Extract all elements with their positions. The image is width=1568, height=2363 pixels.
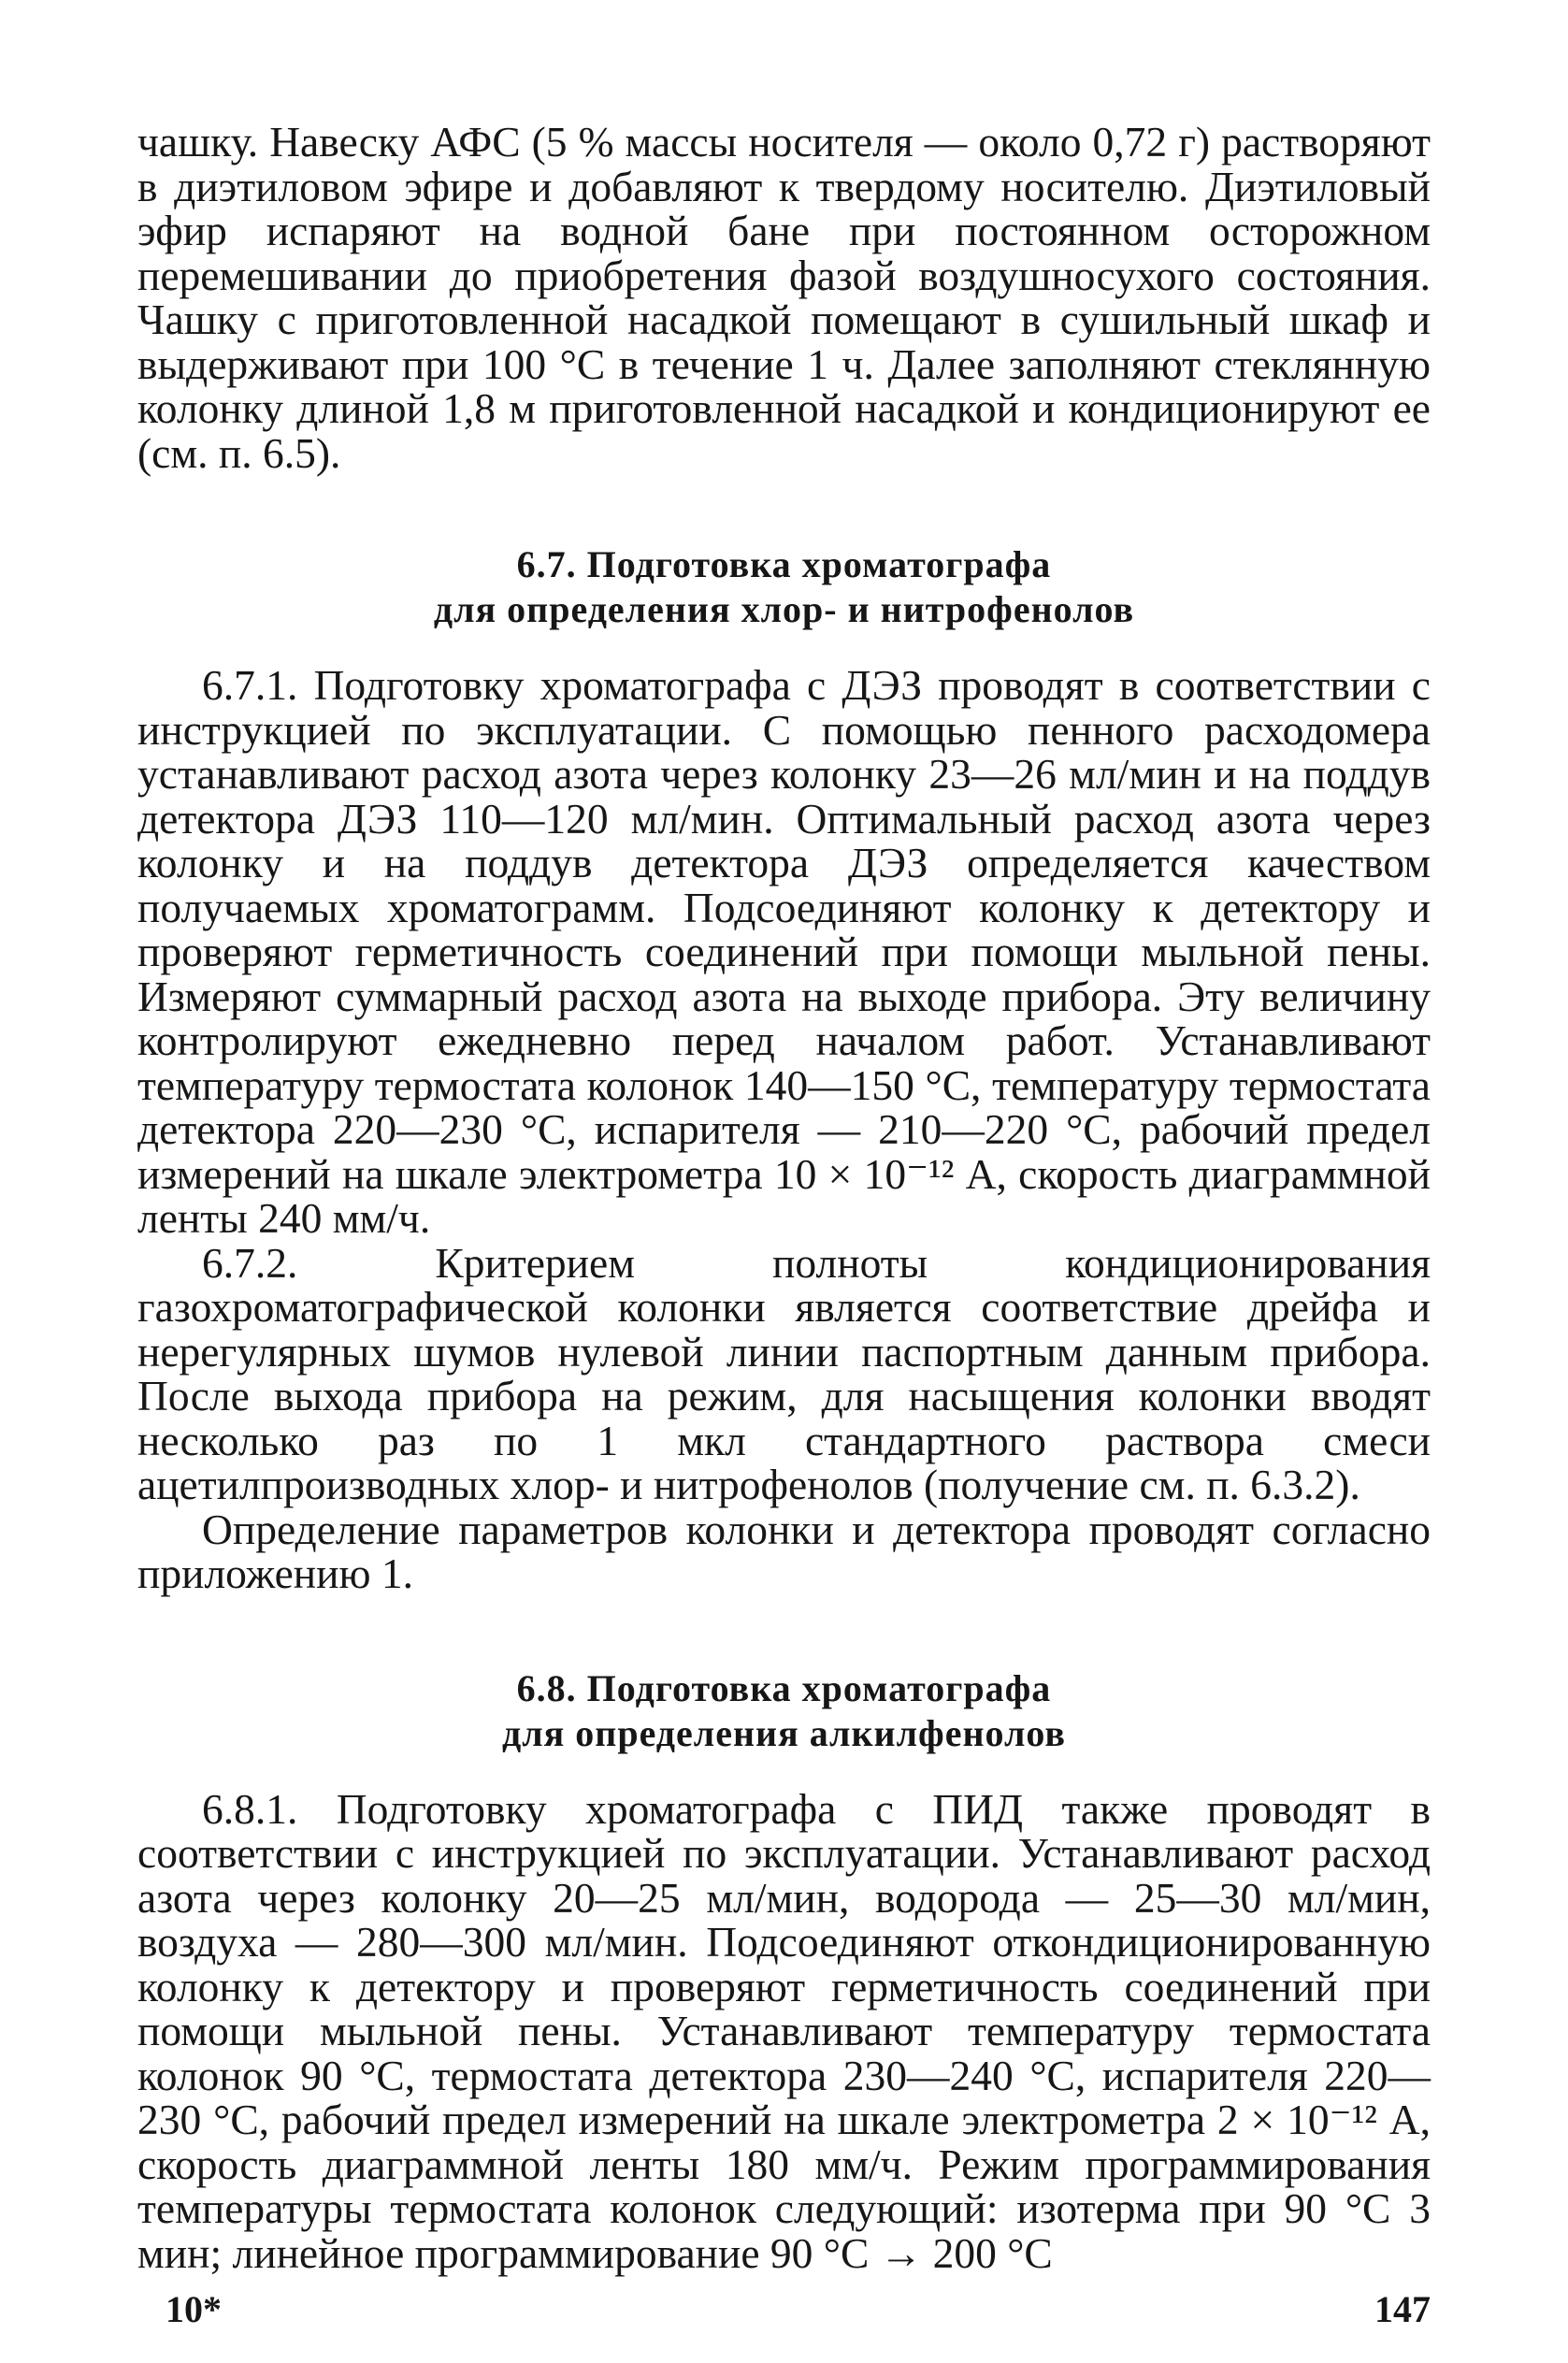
paragraph-intro: чашку. Навеску АФС (5 % массы носителя — около 0,72 г) растворяют в диэтиловом эфире и добавляют к твердому носителю. Диэтиловый эфир испаряют на водной бане при постоянном осторожном перемешивании до приобретения фазой воздушносухого состояния. Чашку с приготовленной насадкой помещают в сушильный шкаф и выдерживают при 100 °С в течение 1 ч. Далее заполняют стеклянную колонку длиной 1,8 м приготовленной насадкой и кондиционируют ее (см. п. 6.5). bbox=[137, 118, 1431, 477]
section-heading-6-7-line2: для определения хлор- и нитрофенолов bbox=[433, 588, 1135, 630]
signature-mark: 10* bbox=[165, 2288, 222, 2330]
paragraph-6-7-2: 6.7.2. Критерием полноты кондиционирования газохроматографической колонки является соответствие дрейфа и нерегулярных шумов нулевой линии паспортным данным прибора. После выхода прибора на режим, для насыщения колонки вводят несколько раз по 1 мкл стандартного раствора смеси ацетилпроизводных хлор- и нитрофенолов (получение см. п. 6.3.2). bbox=[137, 1238, 1431, 1508]
paragraph-6-7-2-params: Определение параметров колонки и детектора проводят согласно приложению 1. bbox=[137, 1505, 1431, 1597]
section-heading-6-8-line1: 6.8. Подготовка хроматографа bbox=[516, 1666, 1052, 1709]
document-page bbox=[137, 120, 1431, 2355]
section-heading-6-7 bbox=[137, 542, 1431, 632]
page-number: 147 bbox=[1374, 2288, 1431, 2330]
paragraph-6-7-1: 6.7.1. Подготовку хроматографа с ДЭЗ проводят в соответствии с инструкцией по эксплуатации. С помощью пенного расходомера устанавливают расход азота через колонку 23—26 мл/мин и на поддув детектора ДЭЗ 110—120 мл/мин. Оптимальный расход азота через колонку и на поддув детектора ДЭЗ определяется качеством получаемых хроматограмм. Подсоединяют колонку к детектору и проверяют герметичность соединений при помощи мыльной пены. Измеряют суммарный расход азота на выходе прибора. Эту величину контролируют ежедневно перед началом работ. Устанавливают температуру термостата колонок 140—150 °С, температуру термостата детектора 220—230 °С, испарителя — 210—220 °С, рабочий предел измерений на шкале электрометра 10 × 10⁻¹² А, скорость диаграммной ленты 240 мм/ч. bbox=[137, 661, 1431, 1242]
section-heading-6-8-line2: для определения алкилфенолов bbox=[501, 1711, 1067, 1754]
paragraph-6-8-1: 6.8.1. Подготовку хроматографа с ПИД также проводят в соответствии с инструкцией по эксплуатации. Устанавливают расход азота через колонку 20—25 мл/мин, водорода — 25—30 мл/мин, воздуха — 280—300 мл/мин. Подсоединяют откондиционированную колонку к детектору и проверяют герметичность соединений при помощи мыльной пены. Устанавливают температуру термостата колонок 90 °С, термостата детектора 230—240 °С, испарителя 220—230 °С, рабочий предел измерений на шкале электрометра 2 × 10⁻¹² А, скорость диаграммной ленты 180 мм/ч. Режим программирования температуры термостата колонок следующий: изотерма при 90 °С 3 мин; линейное программирование 90 °С → 200 °С bbox=[137, 1784, 1431, 2277]
section-heading-6-7-line1: 6.7. Подготовка хроматографа bbox=[516, 543, 1052, 585]
section-heading-6-8 bbox=[137, 1666, 1431, 1756]
